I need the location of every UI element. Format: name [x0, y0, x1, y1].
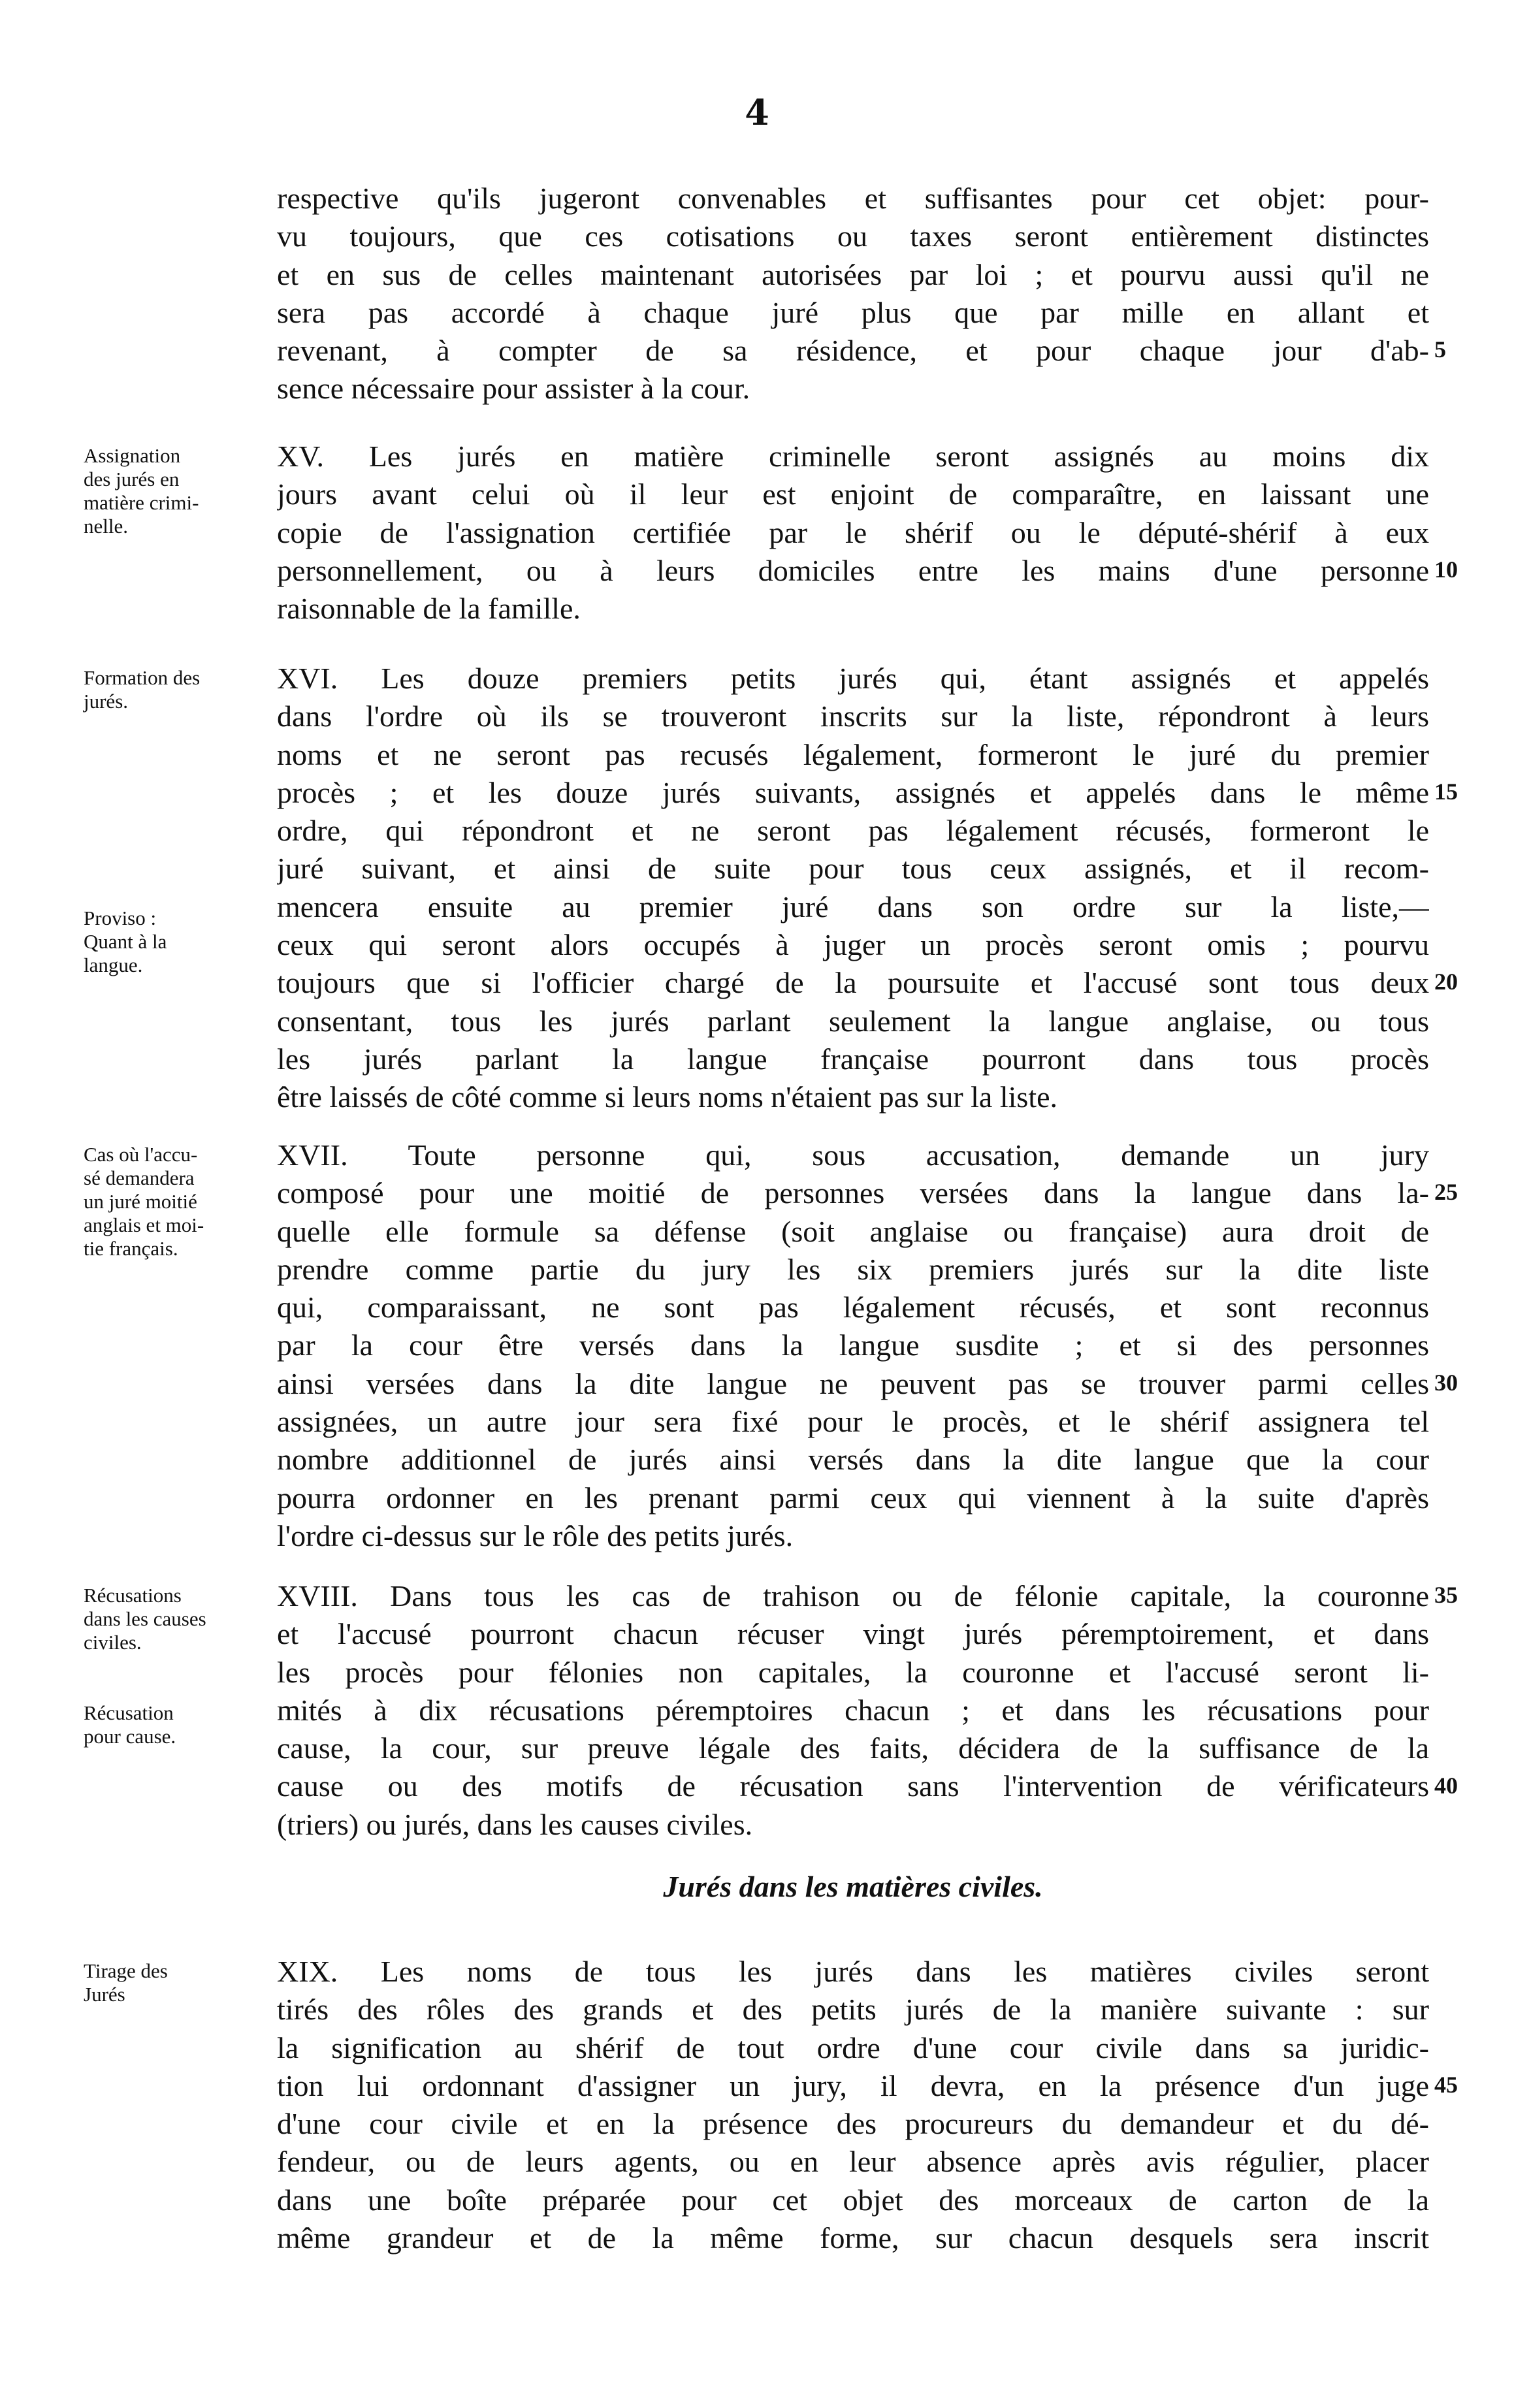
- text-line: sence nécessaire pour assister à la cour.: [277, 372, 750, 406]
- text-line: même grandeur et de la même forme, sur chacun desquels sera inscrit: [277, 2221, 1429, 2255]
- text-line: pourra ordonner en les prenant parmi ceux qui viennent à la suite d'après: [277, 1481, 1429, 1515]
- margin-note-line: Formation des: [84, 666, 201, 689]
- line-number: 20: [1434, 969, 1458, 995]
- text-line: ordre, qui répondront et ne seront pas légalement récusés, formeront le: [277, 814, 1429, 848]
- text-line: nombre additionnel de jurés ainsi versés dans la dite langue que la cour: [277, 1443, 1429, 1477]
- margin-note-line: jurés.: [84, 690, 129, 713]
- margin-note-line: Récusation: [84, 1701, 174, 1724]
- margin-note-line: Proviso :: [84, 907, 157, 929]
- text-line: procès ; et les douze jurés suivants, assignés et appelés dans le même: [277, 775, 1429, 809]
- text-line: la signification au shérif de tout ordre d'une cour civile dans sa juridic-: [277, 2031, 1429, 2064]
- margin-note-line: Quant à la: [84, 930, 167, 953]
- text-line: les jurés parlant la langue française pourront dans tous procès: [277, 1042, 1429, 1076]
- text-line: vu toujours, que ces cotisations ou taxes seront entièrement distinctes: [277, 219, 1429, 253]
- text-line: ceux qui seront alors occupés à juger un procès seront omis ; pourvu: [277, 928, 1429, 962]
- page-number: 4: [745, 91, 769, 133]
- margin-note: [84, 1959, 273, 2006]
- line-number: 25: [1434, 1179, 1458, 1206]
- margin-note-line: dans les causes: [84, 1607, 206, 1630]
- text-line: sera pas accordé à chaque juré plus que par mille en allant et: [277, 295, 1429, 329]
- text-line: XVII. Toute personne qui, sous accusation, demande un jury: [277, 1138, 1429, 1172]
- text-line: cause, la cour, sur preuve légale des faits, décidera de la suffisance de la: [277, 1731, 1429, 1765]
- text-line: l'ordre ci-dessus sur le rôle des petits jurés.: [277, 1518, 794, 1552]
- margin-note: [84, 1701, 273, 1748]
- margin-note-line: des jurés en: [84, 468, 180, 490]
- margin-note-line: Assignation: [84, 444, 181, 467]
- margin-note-line: civiles.: [84, 1631, 142, 1654]
- text-line: ainsi versées dans la dite langue ne peuvent pas se trouver parmi celles: [277, 1366, 1429, 1400]
- text-line: dans une boîte préparée pour cet objet des morceaux de carton de la: [277, 2183, 1429, 2217]
- margin-note-line: Récusations: [84, 1584, 182, 1607]
- margin-note: [84, 1143, 273, 1260]
- text-line: composé pour une moitié de personnes versées dans la langue dans la-: [277, 1176, 1429, 1210]
- text-line: copie de l'assignation certifiée par le shérif ou le député-shérif à eux: [277, 515, 1429, 549]
- text-line: qui, comparaissant, ne sont pas légalement récusés, et sont reconnus: [277, 1291, 1429, 1324]
- text-line: raisonnable de la famille.: [277, 592, 581, 626]
- margin-note-line: Tirage des: [84, 1959, 168, 1982]
- margin-note: [84, 444, 273, 538]
- text-line: prendre comme partie du jury les six premiers jurés sur la dite liste: [277, 1252, 1429, 1286]
- text-line: Jurés dans les matières civiles.: [663, 1870, 1043, 1903]
- text-line: et en sus de celles maintenant autorisées par loi ; et pourvu aussi qu'il ne: [277, 257, 1429, 291]
- margin-note: [84, 907, 273, 977]
- margin-note-line: matière crimi-: [84, 491, 199, 514]
- margin-note: [84, 666, 273, 713]
- line-number: 15: [1434, 778, 1458, 805]
- line-number: 5: [1434, 336, 1446, 363]
- text-line: consentant, tous les jurés parlant seulement la langue anglaise, ou tous: [277, 1004, 1429, 1038]
- line-number: 30: [1434, 1369, 1458, 1396]
- text-line: les procès pour félonies non capitales, la couronne et l'accusé seront li-: [277, 1655, 1429, 1689]
- text-line: XVIII. Dans tous les cas de trahison ou de félonie capitale, la couronne: [277, 1579, 1429, 1613]
- line-number: 40: [1434, 1772, 1458, 1799]
- text-line: d'une cour civile et en la présence des procureurs du demandeur et du dé-: [277, 2107, 1429, 2141]
- text-line: quelle elle formule sa défense (soit anglaise ou française) aura droit de: [277, 1214, 1429, 1248]
- line-number: 10: [1434, 556, 1458, 583]
- text-line: XVI. Les douze premiers petits jurés qui, étant assignés et appelés: [277, 662, 1429, 695]
- margin-note-line: pour cause.: [84, 1725, 176, 1748]
- text-line: assignées, un autre jour sera fixé pour le procès, et le shérif assignera tel: [277, 1405, 1429, 1439]
- margin-note: [84, 1584, 273, 1654]
- text-line: être laissés de côté comme si leurs noms n'étaient pas sur la liste.: [277, 1080, 1058, 1114]
- text-line: jours avant celui où il leur est enjoint de comparaître, en laissant une: [277, 477, 1429, 511]
- line-number: 35: [1434, 1582, 1458, 1608]
- text-line: revenant, à compter de sa résidence, et pour chaque jour d'ab-: [277, 334, 1429, 368]
- text-line: et l'accusé pourront chacun récuser vingt jurés péremptoirement, et dans: [277, 1617, 1429, 1651]
- text-line: noms et ne seront pas recusés légalement, formeront le juré du premier: [277, 737, 1429, 771]
- text-line: toujours que si l'officier chargé de la poursuite et l'accusé sont tous deux: [277, 966, 1429, 1000]
- margin-note-line: langue.: [84, 954, 143, 976]
- margin-note-line: Cas où l'accu-: [84, 1143, 198, 1166]
- margin-note-line: sé demandera: [84, 1166, 195, 1189]
- text-line: juré suivant, et ainsi de suite pour tous ceux assignés, et il recom-: [277, 852, 1429, 886]
- margin-note-line: tie français.: [84, 1237, 178, 1260]
- text-line: mencera ensuite au premier juré dans son ordre sur la liste,—: [277, 890, 1429, 923]
- text-line: XV. Les jurés en matière criminelle seront assignés au moins dix: [277, 440, 1429, 473]
- text-line: par la cour être versés dans la langue susdite ; et si des personnes: [277, 1328, 1429, 1362]
- text-line: (triers) ou jurés, dans les causes civiles.: [277, 1807, 753, 1841]
- text-line: cause ou des motifs de récusation sans l'intervention de vérificateurs: [277, 1769, 1429, 1803]
- margin-note-line: un juré moitié: [84, 1190, 197, 1213]
- margin-note-line: Jurés: [84, 1983, 125, 2006]
- text-line: tirés des rôles des grands et des petits jurés de la manière suivante : sur: [277, 1993, 1429, 2027]
- margin-note-line: anglais et moi-: [84, 1213, 204, 1236]
- text-line: personnellement, ou à leurs domiciles entre les mains d'une personne: [277, 553, 1429, 587]
- margin-note-line: nelle.: [84, 515, 128, 538]
- text-line: tion lui ordonnant d'assigner un jury, il devra, en la présence d'un juge: [277, 2068, 1429, 2102]
- text-line: dans l'ordre où ils se trouveront inscrits sur la liste, répondront à leurs: [277, 699, 1429, 733]
- line-number: 45: [1434, 2071, 1458, 2098]
- text-line: XIX. Les noms de tous les jurés dans les matières civiles seront: [277, 1955, 1429, 1988]
- text-line: respective qu'ils jugeront convenables et suffisantes pour cet objet: pour-: [277, 182, 1429, 215]
- text-line: fendeur, ou de leurs agents, ou en leur absence après avis régulier, placer: [277, 2145, 1429, 2179]
- text-line: mités à dix récusations péremptoires chacun ; et dans les récusations pour: [277, 1693, 1429, 1727]
